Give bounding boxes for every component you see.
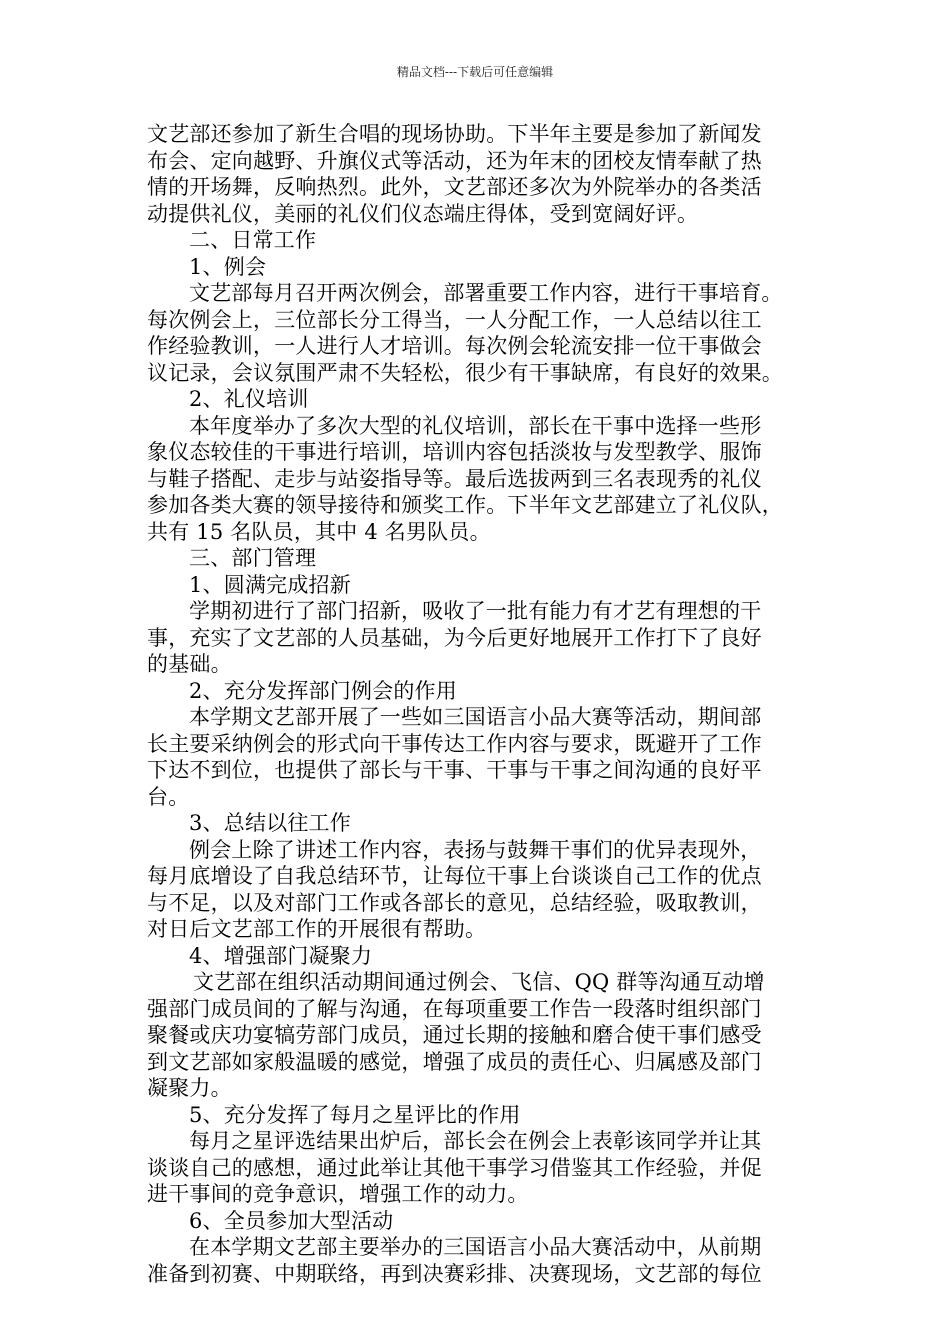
text-line: 到文艺部如家般温暖的感觉，增强了成员的责任心、归属感及部门 xyxy=(147,1049,762,1074)
text-line: 4、增强部门凝聚力 xyxy=(189,943,373,968)
text-line: 台。 xyxy=(147,784,190,809)
text-line: 情的开场舞，反响热烈。此外，文艺部还多次为外院举办的各类活 xyxy=(147,175,762,199)
text-line: 长主要采纳例会的形式向干事传达工作内容与要求，既避开了工作 xyxy=(147,731,762,756)
text-line: 与不足，以及对部门工作或各部长的意见，总结经验，吸取教训， xyxy=(147,890,762,915)
text-line: 每月底增设了自我总结环节，让每位干事上台谈谈自己工作的优点 xyxy=(147,864,762,888)
text-line: 准备到初赛、中期联络，再到决赛彩排、决赛现场，文艺部的每位 xyxy=(147,1261,762,1286)
text-line: 2、充分发挥部门例会的作用 xyxy=(189,678,457,703)
document-body xyxy=(147,121,823,1287)
text-line: 聚餐或庆功宴犒劳部门成员，通过长期的接触和磨合使干事们感受 xyxy=(147,1023,762,1047)
text-line: 文艺部在组织活动期间通过例会、飞信、QQ 群等沟通互动增 xyxy=(193,970,765,994)
text-line: 1、圆满完成招新 xyxy=(189,572,351,597)
text-line: 二、日常工作 xyxy=(189,228,317,252)
text-line: 1、例会 xyxy=(189,254,267,279)
text-line: 进干事间的竞争意识，增强工作的动力。 xyxy=(147,1182,529,1206)
text-line: 本学期文艺部开展了一些如三国语言小品大赛等活动，期间部 xyxy=(189,705,762,729)
text-line: 的基础。 xyxy=(147,652,232,676)
text-line: 凝聚力。 xyxy=(147,1076,232,1100)
text-line: 文艺部还参加了新生合唱的现场协助。下半年主要是参加了新闻发 xyxy=(147,122,762,146)
text-line: 谈谈自己的感想，通过此举让其他干事学习借鉴其工作经验，并促 xyxy=(147,1155,762,1180)
text-line: 每月之星评选结果出炉后，部长会在例会上表彰该同学并让其 xyxy=(189,1129,762,1153)
text-line: 学期初进行了部门招新，吸收了一批有能力有才艺有理想的干 xyxy=(189,599,762,623)
text-line: 三、部门管理 xyxy=(189,546,317,570)
text-line: 5、充分发挥了每月之星评比的作用 xyxy=(189,1102,521,1127)
text-line: 共有 15 名队员，其中 4 名男队员。 xyxy=(147,519,491,544)
text-line: 布会、定向越野、升旗仪式等活动，还为年末的团校友情奉献了热 xyxy=(147,148,762,173)
text-line: 2、礼仪培训 xyxy=(189,387,309,411)
text-line: 作经验教训，一人进行人才培训。每次例会轮流安排一位干事做会 xyxy=(147,334,762,358)
text-line: 事，充实了文艺部的人员基础，为今后更好地展开工作打下了良好 xyxy=(147,625,762,650)
text-line: 3、总结以往工作 xyxy=(189,811,351,835)
text-line: 本年度举办了多次大型的礼仪培训，部长在干事中选择一些形 xyxy=(189,413,762,438)
text-line: 文艺部每月召开两次例会，部署重要工作内容，进行干事培育。 xyxy=(189,281,783,305)
text-line: 对日后文艺部工作的开展很有帮助。 xyxy=(147,917,487,941)
text-line: 与鞋子搭配、走步与站姿指导等。最后选拔两到三名表现秀的礼仪 xyxy=(147,466,762,491)
text-line: 下达不到位，也提供了部长与干事、干事与干事之间沟通的良好平 xyxy=(147,758,762,782)
text-line: 象仪态较佳的干事进行培训，培训内容包括淡妆与发型教学、服饰 xyxy=(147,440,762,464)
text-line: 动提供礼仪，美丽的礼仪们仪态端庄得体，受到宽阔好评。 xyxy=(147,201,699,226)
text-line: 6、全员参加大型活动 xyxy=(189,1208,394,1233)
text-line: 在本学期文艺部主要举办的三国语言小品大赛活动中，从前期 xyxy=(189,1235,762,1259)
page-header: 精品文档---下载后可任意编辑 xyxy=(396,65,554,79)
text-line: 参加各类大赛的领导接待和颁奖工作。下半年文艺部建立了礼仪队， xyxy=(147,493,783,517)
text-line: 强部门成员间的了解与沟通，在每项重要工作告一段落时组织部门 xyxy=(147,996,762,1021)
text-line: 每次例会上，三位部长分工得当，一人分配工作，一人总结以往工 xyxy=(147,307,762,332)
text-line: 例会上除了讲述工作内容，表扬与鼓舞干事们的优异表现外， xyxy=(189,837,762,862)
text-line: 议记录，会议氛围严肃不失轻松，很少有干事缺席，有良好的效果。 xyxy=(147,360,783,385)
